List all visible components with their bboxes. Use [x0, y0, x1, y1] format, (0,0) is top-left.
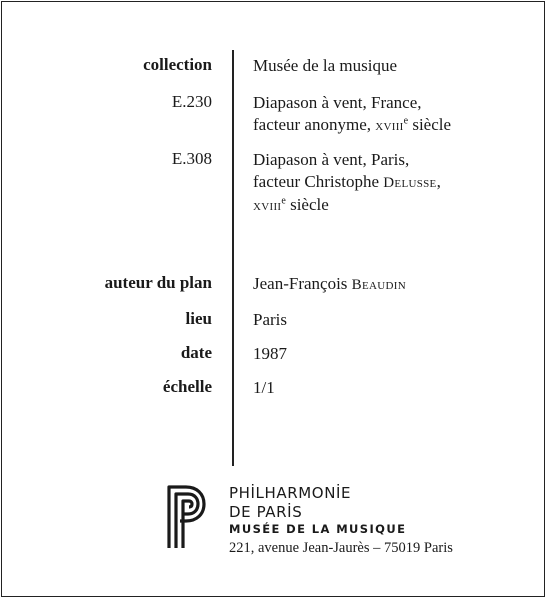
e230-maker: facteur anonyme,: [253, 115, 371, 134]
e308-comma: ,: [436, 172, 441, 191]
e230-century-suffix: e: [403, 115, 409, 127]
collection-label: collection: [143, 55, 212, 74]
e230-siecle: siècle: [412, 115, 452, 134]
e308-maker-prefix: facteur Christophe: [253, 172, 380, 191]
object-code-e308: E.308: [171, 149, 212, 168]
date-label: date: [180, 343, 212, 362]
object-code-e230: E.230: [171, 92, 212, 111]
e308-century-suffix: e: [281, 195, 286, 207]
e308-line-1: Diapason à vent, Paris,: [253, 150, 410, 169]
author-first-name: Jean-François: [253, 274, 348, 293]
brand-name-line-2: DE PARİS: [229, 503, 303, 521]
e230-line-1: Diapason à vent, France,: [253, 93, 422, 112]
e308-line-3: [253, 194, 441, 217]
date-value: 1987: [253, 344, 287, 363]
e308-siecle: siècle: [290, 195, 329, 214]
e308-century: xviii: [253, 198, 282, 214]
scale-label: échelle: [162, 377, 212, 396]
e308-maker-name: Delusse: [383, 175, 437, 191]
museum-address: 221, avenue Jean-Jaurès – 75019 Paris: [229, 540, 453, 556]
author-value: [253, 273, 406, 296]
museum-name: MUSÉE DE LA MUSIQUE: [229, 522, 407, 536]
object-description-e230: [253, 92, 451, 137]
place-label: lieu: [185, 309, 212, 328]
column-divider: [232, 50, 234, 466]
scale-value: 1/1: [253, 378, 275, 397]
philharmonie-p-logo-icon: [166, 484, 212, 550]
collection-value: Musée de la musique: [253, 56, 397, 75]
e230-century: xviii: [375, 118, 404, 134]
brand-name-line-1: PHİLHARMONİE: [229, 484, 352, 502]
author-last-name: Beaudin: [351, 277, 406, 293]
author-label: auteur du plan: [104, 273, 212, 292]
e308-line-2: [253, 171, 441, 194]
object-description-e308: [253, 149, 441, 217]
place-value: Paris: [253, 310, 287, 329]
e230-line-2: [253, 114, 451, 137]
